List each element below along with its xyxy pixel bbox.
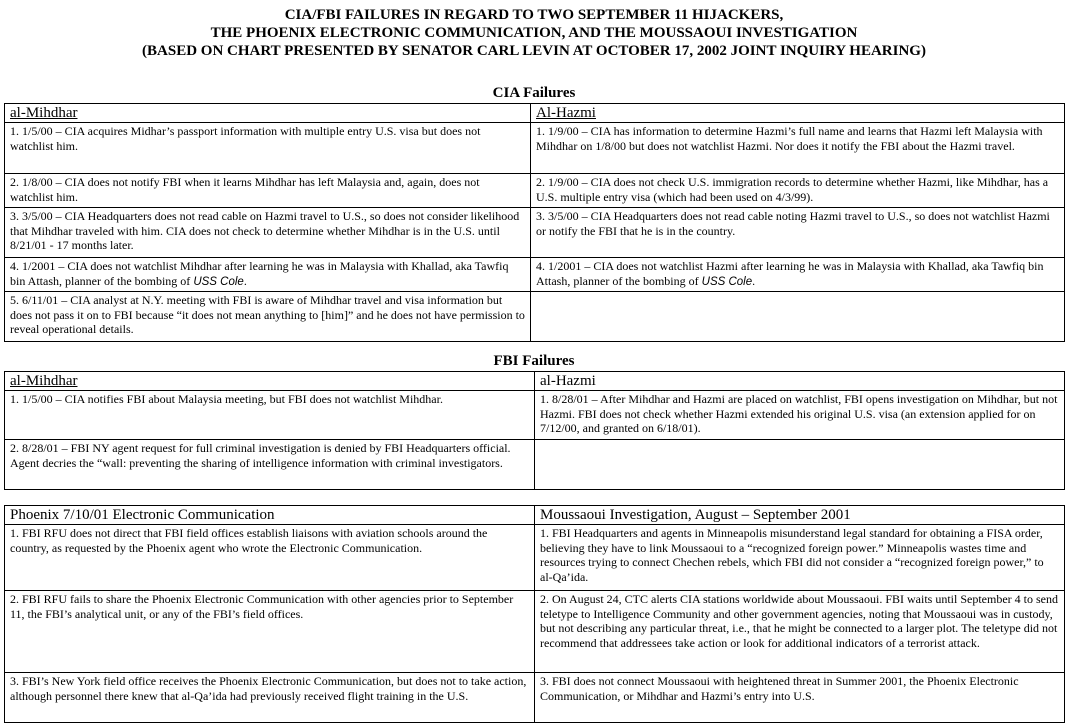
fbi-mihdhar-item-2: 2. 8/28/01 – FBI NY agent request for full criminal investigation is denied by FBI Headquarters official. Agent decries the “wall: preventing the sharing of intelligence information with criminal investigators. (5, 440, 535, 490)
table-row (5, 391, 1065, 440)
table-row (5, 174, 1065, 208)
moussaoui-item-2: 2. On August 24, CTC alerts CIA stations worldwide about Moussaoui. FBI waits until September 4 to send teletype to Intelligence Community and other government agencies, noting that Moussaoui was in custody, but not describing any particular threat, i.e., that he might be connected to a larger plot. The teletype did not recommend that addressees take action or look for additional indicators of a terrorist attack. (535, 591, 1065, 673)
phoenix-header: Phoenix 7/10/01 Electronic Communication (5, 506, 535, 525)
phoenix-item-1: 1. FBI RFU does not direct that FBI field offices establish liaisons with aviation schools around the country, as requested by the Phoenix agent who wrote the Electronic Communication. (5, 525, 535, 591)
cia-hazmi-item-2: 2. 1/9/00 – CIA does not check U.S. immigration records to determine whether Hazmi, like Mihdhar, has a U.S. multiple entry visa (which had been used on 4/3/99). (531, 174, 1065, 208)
fbi-mihdhar-header: al-Mihdhar (5, 372, 535, 391)
cia-mihdhar-header: al-Mihdhar (5, 104, 531, 123)
cia-hazmi-item-4: 4. 1/2001 – CIA does not watchlist Hazmi after learning he was in Malaysia with Khallad, aka Tawfiq bin Attash, planner of the bombing of USS Cole. (531, 258, 1065, 292)
fbi-mihdhar-item-1: 1. 1/5/00 – CIA notifies FBI about Malaysia meeting, but FBI does not watchlist Mihdhar. (5, 391, 535, 440)
table-row (5, 258, 1065, 292)
moussaoui-item-1: 1. FBI Headquarters and agents in Minneapolis misunderstand legal standard for obtaining a FISA order, believing they have to link Moussaoui to a “recognized foreign power.” Minneapolis wastes time and resources trying to connect Chechen rebels, which FBI did not consider a “recognized foreign power,” to al-Qa’ida. (535, 525, 1065, 591)
cia-mihdhar-item-5: 5. 6/11/01 – CIA analyst at N.Y. meeting with FBI is aware of Mihdhar travel and visa information but does not pass it on to FBI because “it does not mean anything to [him]” and he does not have permission to reveal operational details. (5, 292, 531, 342)
phoenix-header-row (5, 506, 1065, 525)
fbi-failures-heading: FBI Failures (493, 353, 575, 369)
title-line-1: CIA/FBI FAILURES IN REGARD TO TWO SEPTEMBER 11 HIJACKERS, (284, 7, 784, 23)
fbi-failures-table (4, 371, 1065, 490)
cia-mihdhar-item-4: 4. 1/2001 – CIA does not watchlist Mihdhar after learning he was in Malaysia with Khallad, aka Tawfiq bin Attash, planner of the bombing of USS Cole. (5, 258, 531, 292)
table-row (5, 525, 1065, 591)
cia-hazmi-header: Al-Hazmi (531, 104, 1065, 123)
cia-mihdhar-item-3: 3. 3/5/00 – CIA Headquarters does not read cable on Hazmi travel to U.S., so does not consider likelihood that Mihdhar traveled with him. CIA does not check to determine whether Mihdhar is in the U.S. until 8/21/01 - 17 months later. (5, 208, 531, 258)
cia-hazmi-item-5-empty (531, 292, 1065, 342)
title-line-2: THE PHOENIX ELECTRONIC COMMUNICATION, AND THE MOUSSAOUI INVESTIGATION (210, 25, 858, 41)
table-row (5, 591, 1065, 673)
table-row (5, 292, 1065, 342)
table-row (5, 673, 1065, 723)
title-line-3: (BASED ON CHART PRESENTED BY SENATOR CARL LEVIN AT OCTOBER 17, 2002 JOINT INQUIRY HEARING) (142, 43, 926, 59)
cia-mihdhar-item-1: 1. 1/5/00 – CIA acquires Midhar’s passport information with multiple entry U.S. visa but does not watchlist him. (5, 123, 531, 174)
table-row (5, 208, 1065, 258)
table-row (5, 440, 1065, 490)
uss-cole-name: USS Cole (701, 275, 753, 288)
fbi-hazmi-item-2-empty (535, 440, 1065, 490)
cia-header-row (5, 104, 1065, 123)
fbi-header-row (5, 372, 1065, 391)
fbi-hazmi-item-1: 1. 8/28/01 – After Mihdhar and Hazmi are placed on watchlist, FBI opens investigation on Mihdhar, but not Hazmi. FBI does not check whether Hazmi extended his original U.S. visa (an extension applied for on 7/12/00, and granted on 6/18/01). (535, 391, 1065, 440)
table-row (5, 123, 1065, 174)
document-title (0, 6, 1068, 60)
uss-cole-name: USS Cole (193, 275, 244, 288)
moussaoui-item-3: 3. FBI does not connect Moussaoui with heightened threat in Summer 2001, the Phoenix Electronic Communication, or Mihdhar and Hazmi’s entry into U.S. (535, 673, 1065, 723)
phoenix-item-3: 3. FBI’s New York field office receives the Phoenix Electronic Communication, but does not to take action, although personnel there knew that al-Qa’ida had previously received flight training in the U.S. (5, 673, 535, 723)
fbi-hazmi-header: al-Hazmi (535, 372, 1065, 391)
moussaoui-header: Moussaoui Investigation, August – September 2001 (535, 506, 1065, 525)
cia-failures-table (4, 103, 1065, 342)
cia-hazmi-item-1: 1. 1/9/00 – CIA has information to determine Hazmi’s full name and learns that Hazmi left Malaysia with Mihdhar on 1/8/00 but does not watchlist Hazmi. Nor does it notify the FBI about the Hazmi travel. (531, 123, 1065, 174)
phoenix-moussaoui-table (4, 505, 1065, 723)
cia-mihdhar-item-2: 2. 1/8/00 – CIA does not notify FBI when it learns Mihdhar has left Malaysia and, again, does not watchlist him. (5, 174, 531, 208)
cia-hazmi-item-3: 3. 3/5/00 – CIA Headquarters does not read cable noting Hazmi travel to U.S., so does not watchlist Hazmi or notify the FBI that he is in the country. (531, 208, 1065, 258)
phoenix-item-2: 2. FBI RFU fails to share the Phoenix Electronic Communication with other agencies prior to September 11, the FBI’s analytical unit, or any of the FBI’s field offices. (5, 591, 535, 673)
cia-failures-heading: CIA Failures (492, 85, 576, 101)
